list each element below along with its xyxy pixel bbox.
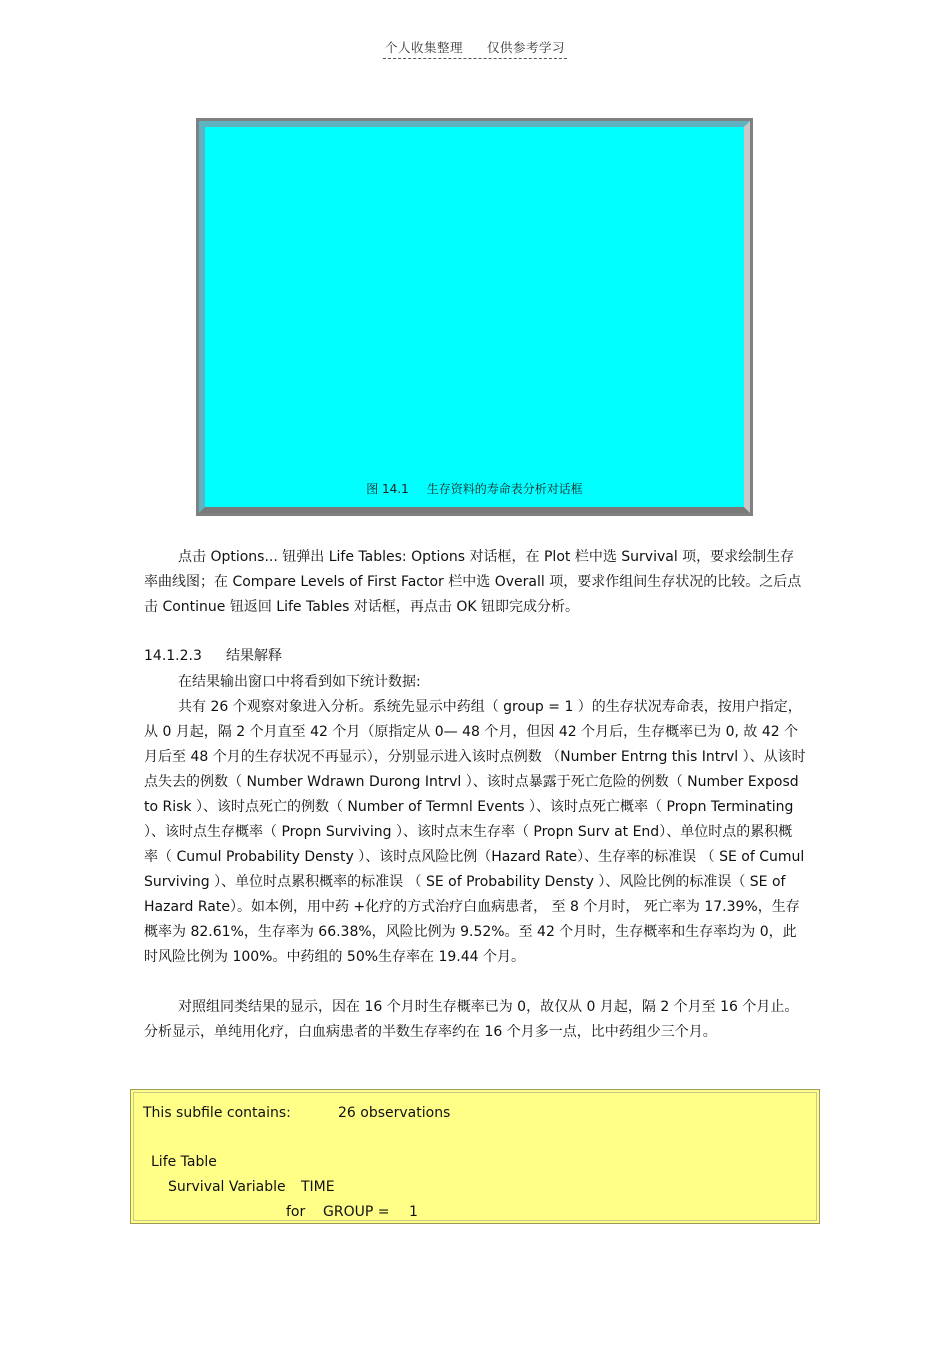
section-heading [144,645,282,665]
figure-caption [205,480,744,497]
section-title: 结果解释 [226,648,282,664]
output-group-label: GROUP = [323,1204,390,1220]
output-group-value: 1 [409,1204,418,1220]
spss-output-box [130,1089,820,1224]
output-subfile-label: This subfile contains: [143,1105,291,1121]
figure-caption-text: 生存资料的寿命表分析对话框 [426,482,583,496]
paragraph-results: 共有 26 个观察对象进入分析。系统先显示中药组（ group = 1 ）的生存状况寿命表，按用户指定，从 0 月起，隔 2 个月直至 42 个月（原指定从 0— 48 个月，但因 42 个月后，生存概率已为 0, 故 42 个月后至 48 个月的生存状况不再显示），分别显示进入该时点例数 （Number Entrng this Intrvl ）、从该时点失去的例数（ Number Wdrawn Durong Intrvl ）、该时点暴露于死亡危险的例数（ Number Exposd to Risk ）、该时点死亡的例数（ Number of Termnl Events ）、该时点死亡概率（ Propn Terminating ）、该时点生存概率（ Propn Surviving ）、该时点末生存率（ Propn Surv at End）、单位时点的累积概率（ Cumul Probability Densty ）、该时点风险比例（Hazard Rate）、生存率的标准误 （ SE of Cumul Surviving ）、单位时点累积概率的标准误 （ SE of Probability Densty ）、风险比例的标准误（ SE of Hazard Rate）。如本例，用中药 +化疗的方式治疗白血病患者， 至 8 个月时， 死亡率为 17.39%，生存概率为 82.61%，生存率为 66.38%，风险比例为 9.52%。至 42 个月时，生存概率和生存率均为 0，此时风险比例为 100%。中药组的 50%生存率在 19.44 个月。 [144,699,806,965]
output-survival-variable-label: Survival Variable [168,1179,286,1195]
output-subfile-value: 26 observations [338,1105,451,1121]
header-left: 个人收集整理 [384,40,463,55]
page-header [0,38,950,56]
output-survival-variable-value: TIME [301,1179,335,1195]
dialog-placeholder [199,121,750,513]
output-for-label: for [286,1204,306,1220]
paragraph-options: 点击 Options... 钮弹出 Life Tables: Options 对话框，在 Plot 栏中选 Survival 项，要求绘制生存率曲线图；在 Compare Levels of First Factor 栏中选 Overall 项，要求作组间生存状况的比较。之后点击 Continue 钮返回 Life Tables 对话框，再点击 OK 钮即完成分析。 [144,549,802,615]
output-life-table-title: Life Table [151,1154,217,1170]
figure-dialog-image [196,118,753,516]
paragraph-intro: 在结果输出窗口中将看到如下统计数据: [178,674,421,690]
section-number: 14.1.2.3 [144,648,202,664]
header-right: 仅供参考学习 [487,40,566,55]
paragraph-control-group: 对照组同类结果的显示，因在 16 个月时生存概率已为 0，故仅从 0 月起，隔 2 个月至 16 个月止。分析显示，单纯用化疗，白血病患者的半数生存率约在 16 个月多一点，比中药组少三个月。 [144,999,799,1040]
figure-number: 图 14.1 [366,482,409,496]
header-divider [383,58,567,59]
